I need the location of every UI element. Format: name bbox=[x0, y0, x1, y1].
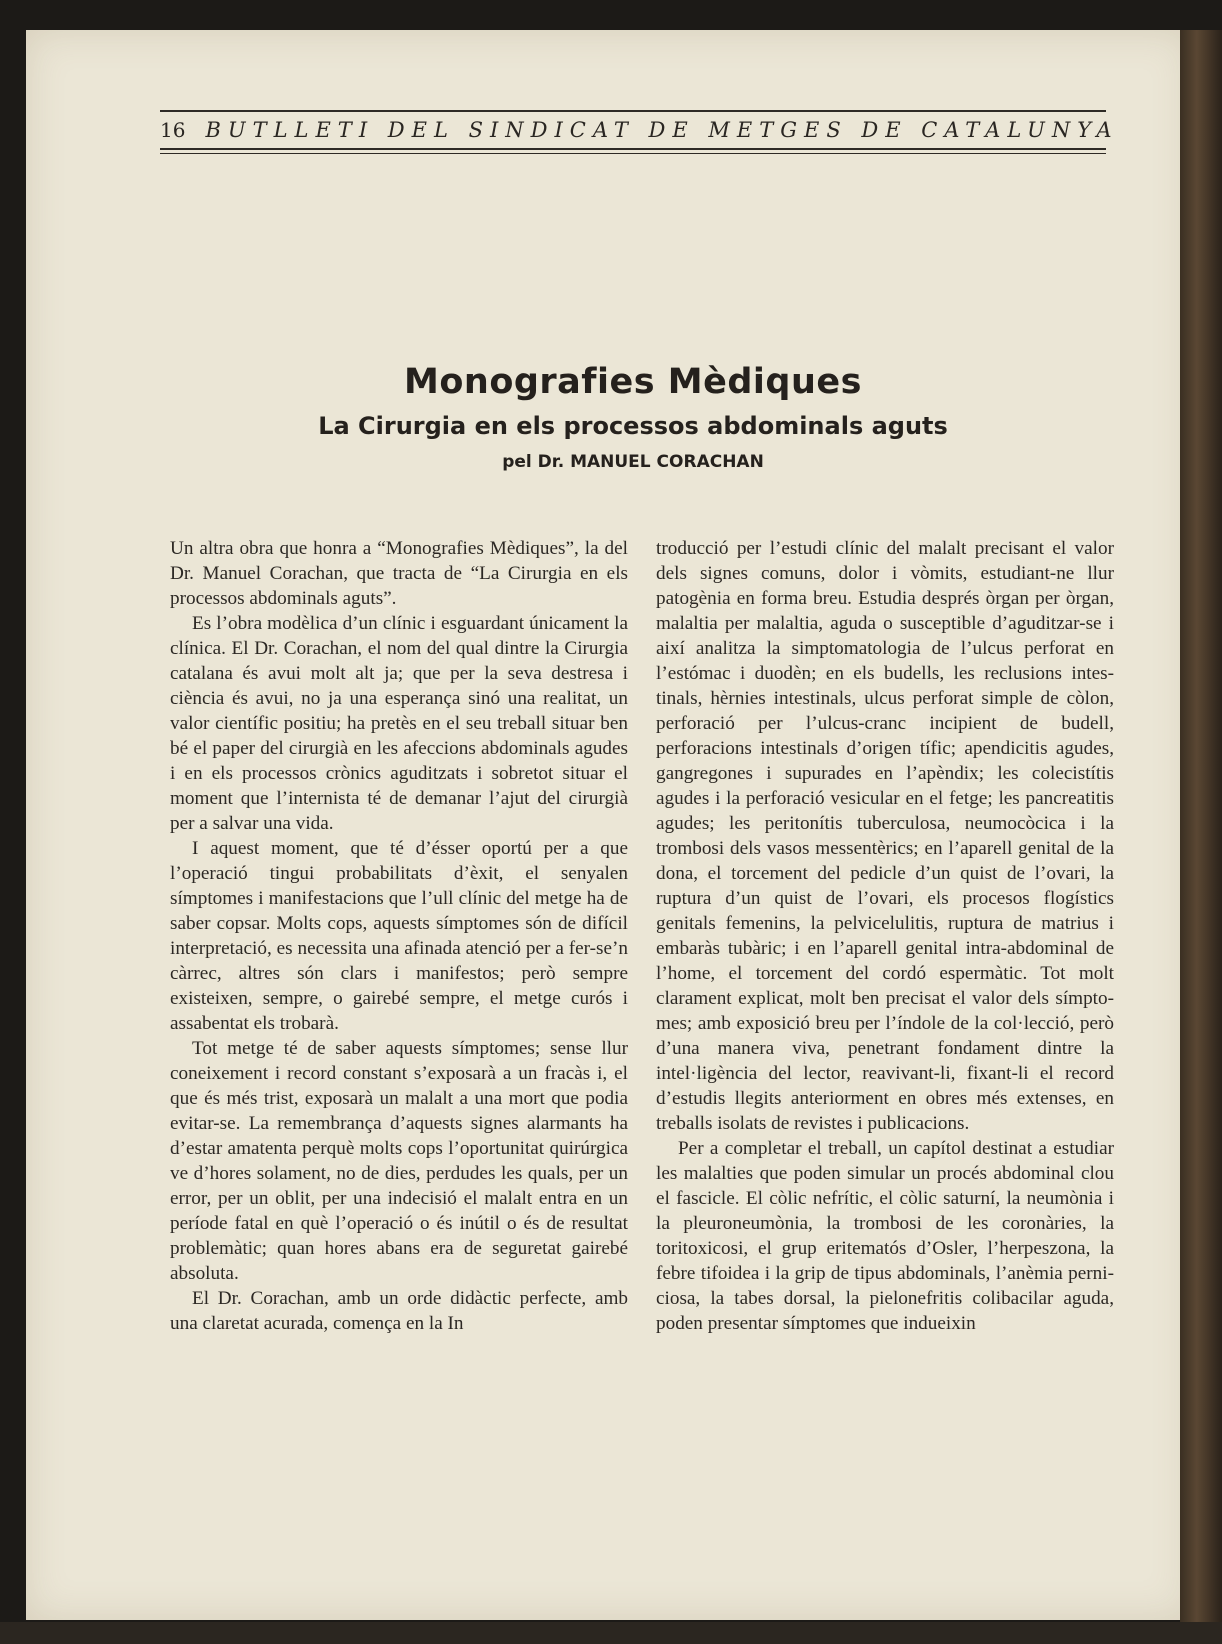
paragraph: Es l’obra modèlica d’un clínic i esguardant únicament la clínica. El Dr. Corachan, el nom del qual dintre la Cirurgia catalana és avui molt alt ja; que per la seva destresa i ciència és avui, no ja una esperança sinó una realitat, un valor científic positiu; ha pretès en el seu treball situar ben bé el paper del cirurgià en les afeccions abdominals agudes i en els processos crònics aguditzats i sobretot situar el moment que l’internista té de demanar l’ajut del cirurgià per a salvar una vida. bbox=[170, 613, 628, 834]
paragraph: Tot metge té de saber aquests símptomes; sense llur coneixement i record constant s’exposarà a un fracàs i, el que és més trist, exposarà un malalt a una mort que podia evitar-se. La remembrança d’aquests signes alarmants ha d’estar amatenta perquè molts cops l’oportunitat quirúrgica ve d’hores solament, no de dies, perdudes les quals, per un error, per un oblit, per una indecisió el malalt entra en un període fatal en què l’operació o és inútil o és de resultat problemàtic; quan hores abans era de seguretat gairebé absoluta. bbox=[170, 1038, 628, 1284]
article-title: Monografies Mèdiques bbox=[404, 362, 862, 402]
running-title: BUTLLETI DEL SINDICAT DE METGES DE CATALUNYA bbox=[205, 118, 1119, 142]
left-column bbox=[170, 536, 628, 1336]
article-heading bbox=[160, 362, 1106, 472]
right-column bbox=[656, 536, 1114, 1336]
header-line bbox=[160, 112, 1119, 148]
article-subtitle: La Cirurgia en els processos abdominals aguts bbox=[318, 412, 948, 440]
header-rule-bottom-thin bbox=[160, 153, 1106, 154]
paragraph: troducció per l’estudi clínic del malalt precisant el valor dels signes comuns, dolor i vòmits, estudiant-ne llur patogènia en forma breu. Estudia després òrgan per òrgan, malaltia per malaltia, aguda o susceptible d’aguditzar-se i així analitza la simptomatologia de l’ulcus perforat en l’estómac i duodèn; en els budells, les reclusions intestinals, hèrnies intestinals, ulcus perforat simple de còlon, perforació per l’ulcus-cranc incipient de budell, perforacions intestinals d’origen tífic; apendicitis agudes, gangregones i supurades en l’apèndix; les colecistítis agudes i la perforació vesicular en el fetge; les pancreatitis agudes; les peritonítis tuberculosa, neumocòcica i la trombosi dels vasos messentèrics; en l’aparell genital de la dona, el torcement del pedicle d’un quist de l’ovari, la ruptura d’un quist de l’ovari, els procesos flogístics genitals femenins, la pelvicelulitis, ruptura de matrius i embaràs tubàric; i en l’aparell genital intra-abdominal de l’home, el torcement del cordó espermàtic. Tot molt clarament explicat, molt ben precisat el valor dels símptomes; amb exposició breu per l’índole de la col·lecció, però d’una manera viva, penetrant fondament dintre la intel·ligència del lector, reavivant-li, fixant-li el record d’estudis llegits anteriorment en obres més extenses, en treballs isolats de revistes i publicacions. bbox=[656, 538, 1114, 1134]
paragraph: Per a completar el treball, un capítol destinat a estudiar les malalties que poden simular un procés abdominal clou el fascicle. El còlic nefrític, el còlic saturní, la neumònia i la pleuroneumònia, la trombosi de les coronàries, la toritoxicosi, el grup eritematós d’Osler, l’herpeszona, la febre tifoidea i la grip de tipus abdominals, l’anèmia perniciosa, la tabes dorsal, la pielonefritis colibacilar aguda, poden presentar símptomes que indueixin bbox=[656, 1138, 1114, 1334]
page-number: 16 bbox=[160, 118, 186, 142]
article-author: pel Dr. MANUEL CORACHAN bbox=[502, 452, 764, 472]
paragraph: I aquest moment, que té d’ésser oportú per a que l’operació tingui probabilitats d’èxit, el senyalen símptomes i manifestacions que l’ull clínic del metge ha de saber copsar. Molts cops, aquests símptomes són de difícil interpretació, es necessita una afinada atenció per a fer-se’n càrrec, altres són clars i manifestos; però sempre existeixen, sempre, o gairebé sempre, el metge curós i assabentat els trobarà. bbox=[170, 838, 628, 1034]
paragraph: El Dr. Corachan, amb un orde didàctic perfecte, amb una claretat acurada, comença en la In bbox=[170, 1288, 628, 1334]
book-spine bbox=[1180, 30, 1222, 1644]
running-header bbox=[160, 110, 1119, 154]
header-rule-bottom bbox=[160, 148, 1106, 150]
scan-border bbox=[0, 1622, 1222, 1644]
paragraph: Un altra obra que honra a “Monografies Mèdiques”, la del Dr. Manuel Corachan, que tracta de “La Cirurgia en els processos abdominals aguts”. bbox=[170, 538, 628, 609]
